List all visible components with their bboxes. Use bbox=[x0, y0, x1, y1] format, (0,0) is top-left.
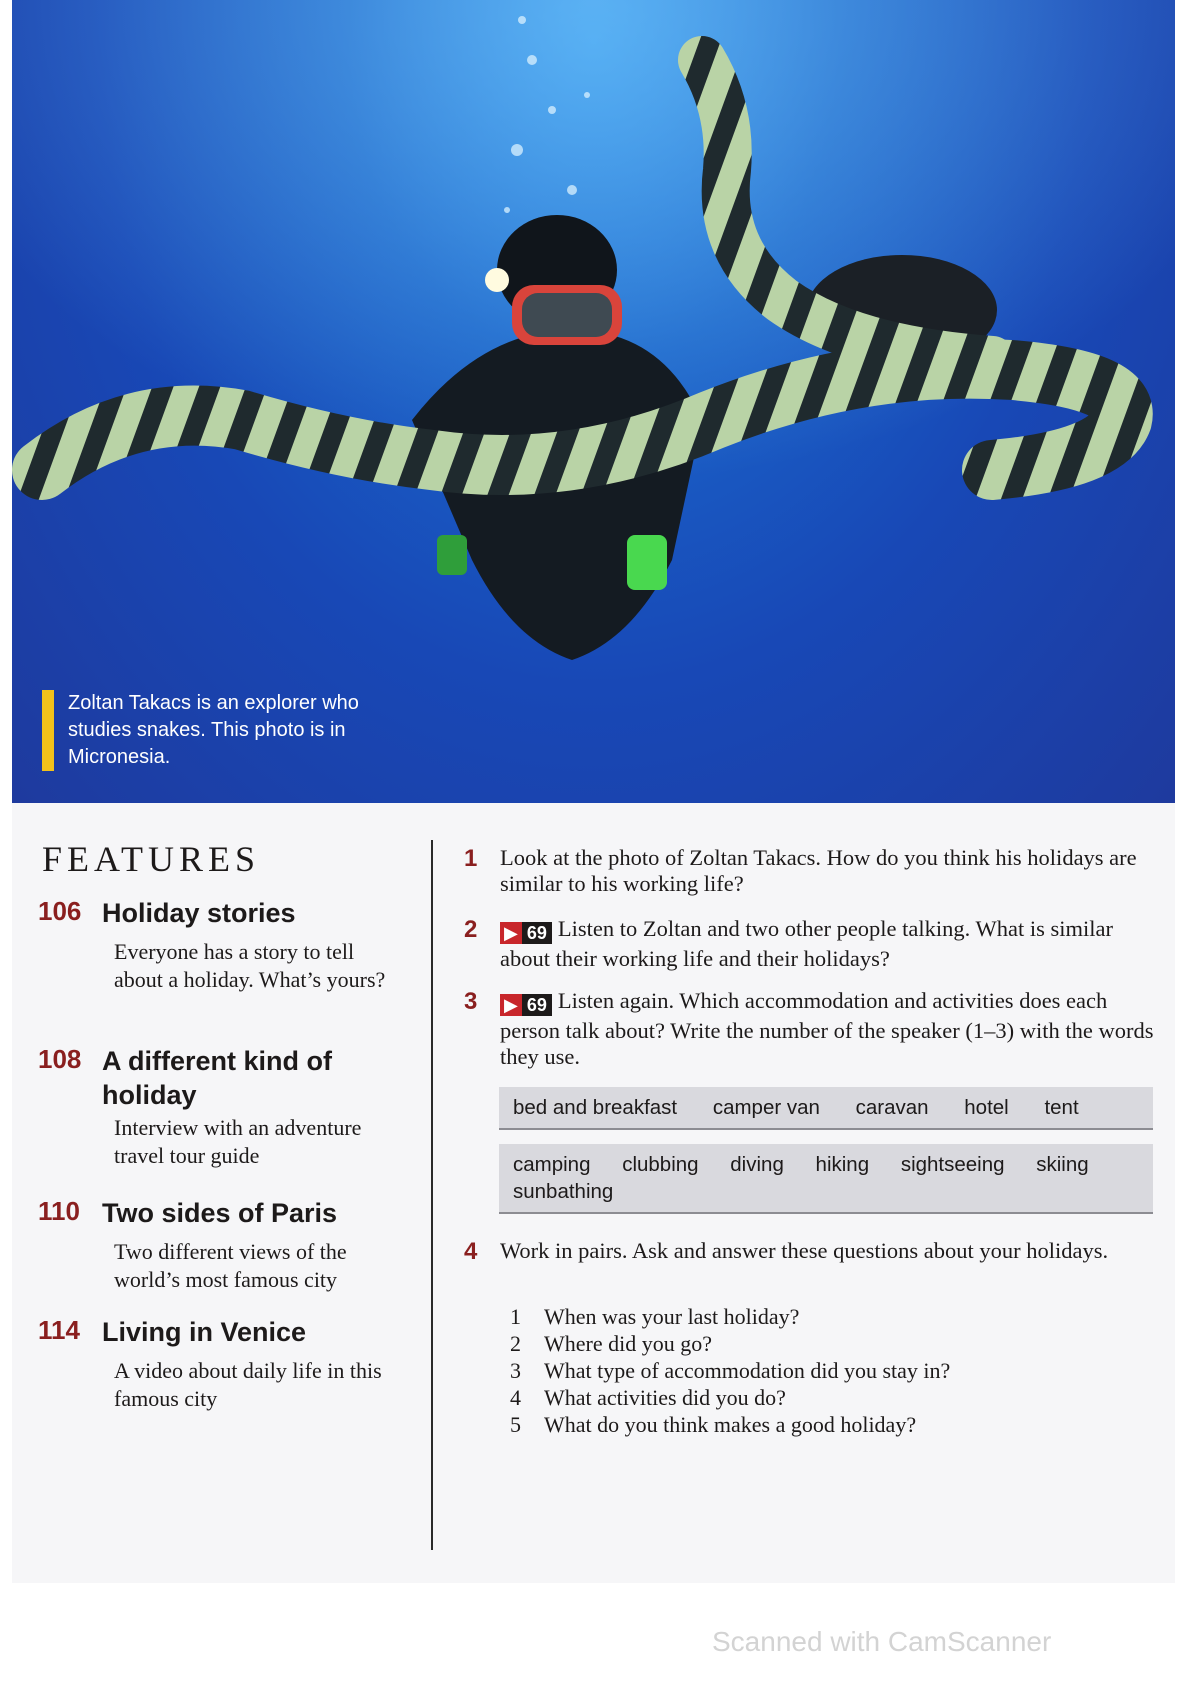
column-divider bbox=[431, 840, 433, 1550]
features-heading: FEATURES bbox=[42, 839, 261, 879]
feature-item bbox=[38, 1196, 418, 1294]
exercise-number: 1 bbox=[464, 845, 478, 872]
feature-description: Interview with an adventure travel tour guide bbox=[114, 1115, 362, 1168]
word-item: sightseeing bbox=[900, 1153, 1005, 1176]
photo-caption: Zoltan Takacs is an explorer who studies snakes. This photo is in Micronesia. bbox=[42, 690, 402, 771]
list-item bbox=[510, 1330, 1150, 1357]
question-text: When was your last holiday? bbox=[544, 1304, 800, 1329]
audio-track-button[interactable] bbox=[500, 992, 552, 1018]
accommodation-word-box bbox=[499, 1087, 1153, 1130]
exercise-text: Listen again. Which accommodation and activities does each person talk about? Write the number of the speaker (1–3) with the words they use. bbox=[500, 988, 1154, 1069]
word-item: camper van bbox=[712, 1096, 820, 1119]
feature-page-number: 110 bbox=[38, 1196, 80, 1226]
play-icon: ▶ bbox=[500, 922, 522, 944]
word-item: camping bbox=[513, 1153, 591, 1176]
word-item: bed and breakfast bbox=[513, 1096, 678, 1119]
feature-page-number: 108 bbox=[38, 1044, 82, 1074]
audio-track-button[interactable] bbox=[500, 920, 552, 946]
exercise-number: 4 bbox=[464, 1238, 478, 1265]
play-icon: ▶ bbox=[500, 994, 522, 1016]
word-item: clubbing bbox=[622, 1153, 699, 1176]
activity-word-box bbox=[499, 1144, 1153, 1214]
list-item bbox=[510, 1384, 1150, 1411]
feature-description: Two different views of the world’s most famous city bbox=[114, 1239, 347, 1292]
question-list bbox=[510, 1303, 1150, 1438]
scanner-watermark: Scanned with CamScanner bbox=[712, 1626, 1052, 1657]
feature-page-number: 114 bbox=[38, 1315, 80, 1345]
word-item: diving bbox=[730, 1153, 784, 1176]
feature-item bbox=[38, 1315, 418, 1413]
feature-item bbox=[38, 1044, 418, 1170]
question-number: 3 bbox=[510, 1358, 521, 1383]
textbook-page bbox=[12, 0, 1175, 1583]
feature-title: A different kind of holiday bbox=[102, 1046, 332, 1110]
photo-illustration bbox=[12, 0, 1175, 803]
feature-page-number: 106 bbox=[38, 896, 82, 926]
audio-track-number: 69 bbox=[522, 994, 552, 1016]
exercise-3 bbox=[464, 988, 1154, 1070]
word-item: hotel bbox=[964, 1096, 1009, 1119]
question-number: 1 bbox=[510, 1304, 521, 1329]
feature-item bbox=[38, 896, 418, 994]
word-item: hiking bbox=[815, 1153, 870, 1176]
exercise-text: Work in pairs. Ask and answer these questions about your holidays. bbox=[500, 1238, 1109, 1263]
exercise-text: Listen to Zoltan and two other people talking. What is similar about their working life and their holidays? bbox=[500, 916, 1113, 971]
word-item: tent bbox=[1044, 1096, 1079, 1119]
list-item bbox=[510, 1411, 1150, 1438]
exercise-number: 2 bbox=[464, 916, 478, 943]
diver-snake-photo bbox=[12, 0, 1175, 803]
list-item bbox=[510, 1357, 1150, 1384]
question-text: What type of accommodation did you stay in? bbox=[544, 1358, 951, 1383]
exercise-number: 3 bbox=[464, 988, 478, 1015]
word-item: sunbathing bbox=[513, 1180, 614, 1203]
word-item: skiing bbox=[1036, 1153, 1089, 1176]
exercise-4 bbox=[464, 1238, 1154, 1264]
question-text: Where did you go? bbox=[544, 1331, 712, 1356]
audio-track-number: 69 bbox=[522, 922, 552, 944]
question-text: What do you think makes a good holiday? bbox=[544, 1412, 917, 1437]
feature-title: Living in Venice bbox=[102, 1317, 307, 1347]
question-text: What activities did you do? bbox=[544, 1385, 786, 1410]
feature-title: Holiday stories bbox=[102, 898, 296, 928]
feature-description: Everyone has a story to tell about a holiday. What’s yours? bbox=[114, 939, 386, 992]
exercise-2 bbox=[464, 916, 1154, 972]
list-item bbox=[510, 1303, 1150, 1330]
feature-description: A video about daily life in this famous city bbox=[114, 1358, 382, 1411]
question-number: 2 bbox=[510, 1331, 521, 1356]
question-number: 4 bbox=[510, 1385, 521, 1410]
question-number: 5 bbox=[510, 1412, 521, 1437]
feature-title: Two sides of Paris bbox=[102, 1198, 338, 1228]
exercise-1 bbox=[464, 845, 1154, 897]
word-item: caravan bbox=[855, 1096, 929, 1119]
exercise-text: Look at the photo of Zoltan Takacs. How do you think his holidays are similar to his working life? bbox=[500, 845, 1137, 896]
